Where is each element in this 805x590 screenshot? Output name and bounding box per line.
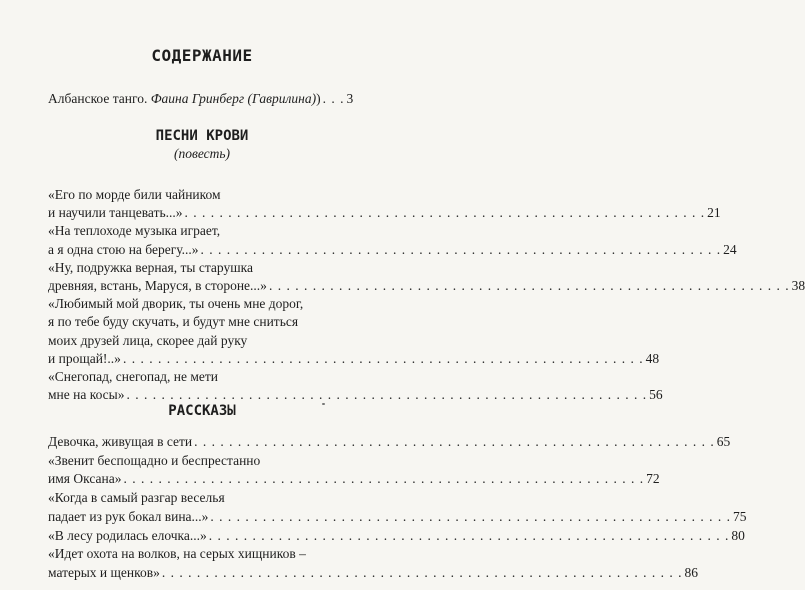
toc-entry-line bbox=[48, 508, 747, 525]
entry-text: «Его по морде били чайником bbox=[48, 187, 221, 202]
toc-entry-line bbox=[48, 187, 353, 203]
dot-leader: . . . . . . . . . . . . . . . . . . . . . . . . . . . . . . . . . . . . . . . . . . . . . . . . . . . . . . . . . . . . bbox=[126, 387, 648, 403]
entry-author: Фаина Гринберг (Гаврилина) bbox=[150, 91, 317, 106]
entry-title: Албанское танго. bbox=[48, 91, 148, 106]
section-title-songs: ПЕСНИ КРОВИ bbox=[155, 128, 249, 144]
page-number: 24 bbox=[723, 241, 737, 257]
dot-leader: . . . . . . . . . . . . . . . . . . . . . . . . . . . . . . . . . . . . . . . . . . . . . . . . . . . . . . . . . . . . bbox=[161, 564, 683, 580]
page-number: 21 bbox=[707, 205, 721, 221]
toc-entry-line bbox=[48, 490, 353, 506]
page-number: 56 bbox=[649, 387, 663, 403]
toc-entry-line bbox=[48, 350, 660, 367]
toc-entry-line bbox=[48, 223, 353, 239]
dot-leader: . . . . . . . . . . . . . . . . . . . . . . . . . . . . . . . . . . . . . . . . . . . . . . . . . . . . . . . . . . . . bbox=[210, 508, 732, 524]
entry-text: и научили танцевать...» bbox=[48, 205, 183, 221]
toc-entry-line bbox=[48, 314, 353, 330]
entry-text: «Снегопад, снегопад, не мети bbox=[48, 369, 219, 384]
dot-leader: . . . . . . . . . . . . . . . . . . . . . . . . . . . . . . . . . . . . . . . . . . . . . . . . . . . . . . . . . . . . bbox=[184, 205, 706, 221]
toc-entry-line bbox=[48, 564, 699, 581]
entry-text: «Ну, подружка верная, ты старушка bbox=[48, 259, 253, 275]
toc-entry-line bbox=[48, 205, 721, 221]
toc-entry-line bbox=[48, 296, 353, 312]
dot-leader: . . . . . . . . . . . . . . . . . . . . . . . . . . . . . . . . . . . . . . . . . . . . . . . . . . . . . . . . . . . . bbox=[122, 350, 644, 366]
page-number: 3 bbox=[346, 91, 354, 106]
toc-entry-line bbox=[48, 333, 353, 349]
entry-text: я по тебе буду скучать, и будут мне сниться bbox=[48, 314, 299, 330]
section-title-stories: РАССКАЗЫ bbox=[168, 403, 236, 419]
toc-entry-line bbox=[48, 527, 745, 544]
section-subtitle: (повесть) bbox=[173, 146, 231, 161]
page-number: 48 bbox=[645, 350, 660, 366]
entry-text: имя Оксана» bbox=[48, 471, 122, 487]
entry-text: мне на косы» bbox=[48, 387, 125, 403]
entry-text: «Когда в самый разгар веселья bbox=[48, 490, 225, 506]
toc-entry-line bbox=[48, 260, 353, 276]
dot-leader: . . . . . . . . . . . . . . . . . . . . . . . . . . . . . . . . . . . . . . . . . . . . . . . . . . . . . . . . . . . . bbox=[123, 471, 645, 487]
toc-entry-line bbox=[48, 387, 663, 403]
dot-leader: . . . . . . . . . . . . . . . . . . . . . . . . . . . . . . . . . . . . . . . . . . . . . . . . . . . . . . . . . . . . bbox=[208, 527, 730, 543]
entry-text: и прощай!..» bbox=[48, 350, 121, 366]
toc-entry-line bbox=[48, 241, 737, 258]
entry-text: матерых и щенков» bbox=[48, 564, 160, 580]
page-number: 72 bbox=[646, 471, 660, 487]
toc-entry-intro: Албанское танго. Фаина Гринберг (Гаврилина)) . . . 3 bbox=[48, 91, 354, 106]
page-number: 75 bbox=[733, 508, 747, 524]
dot-leader: . . . . . . . . . . . . . . . . . . . . . . . . . . . . . . . . . . . . . . . . . . . . . . . . . . . . . . . . . . . . bbox=[268, 278, 790, 293]
entry-text: «Любимый мой дворик, ты очень мне дорог, bbox=[48, 296, 304, 312]
toc-entry-line bbox=[48, 434, 731, 450]
page-number: 80 bbox=[731, 527, 745, 543]
toc-entry-line bbox=[48, 453, 353, 469]
page-number: 38 bbox=[791, 278, 805, 293]
entry-text: моих друзей лица, скорее дай руку bbox=[48, 332, 248, 348]
entry-text: «На теплоходе музыка играет, bbox=[48, 223, 221, 239]
toc-entry-line bbox=[48, 278, 805, 294]
page-title: СОДЕРЖАНИЕ bbox=[151, 46, 253, 65]
print-speck bbox=[322, 403, 325, 405]
entry-text: Девочка, живущая в сети bbox=[48, 434, 193, 449]
page-number: 86 bbox=[684, 564, 699, 580]
dot-leader: . . . . . . . . . . . . . . . . . . . . . . . . . . . . . . . . . . . . . . . . . . . . . . . . . . . . . . . . . . . . bbox=[194, 434, 715, 449]
entry-text: падает из рук бокал вина...» bbox=[48, 508, 209, 524]
dot-leader: . . . bbox=[322, 91, 345, 106]
dot-leader: . . . . . . . . . . . . . . . . . . . . . . . . . . . . . . . . . . . . . . . . . . . . . . . . . . . . . . . . . . . . bbox=[200, 241, 722, 257]
toc-entry-line bbox=[48, 471, 660, 487]
entry-text: «Звенит беспощадно и беспрестанно bbox=[48, 452, 261, 468]
toc-entry-line bbox=[48, 546, 353, 562]
toc-entry-line bbox=[48, 369, 353, 385]
entry-text: «В лесу родилась елочка...» bbox=[48, 527, 207, 543]
entry-text: а я одна стою на берегу...» bbox=[48, 241, 199, 257]
entry-text: «Идет охота на волков, на серых хищников – bbox=[48, 546, 306, 562]
entry-text: древняя, встань, Маруся, в стороне...» bbox=[48, 278, 267, 293]
page-number: 65 bbox=[716, 434, 731, 449]
